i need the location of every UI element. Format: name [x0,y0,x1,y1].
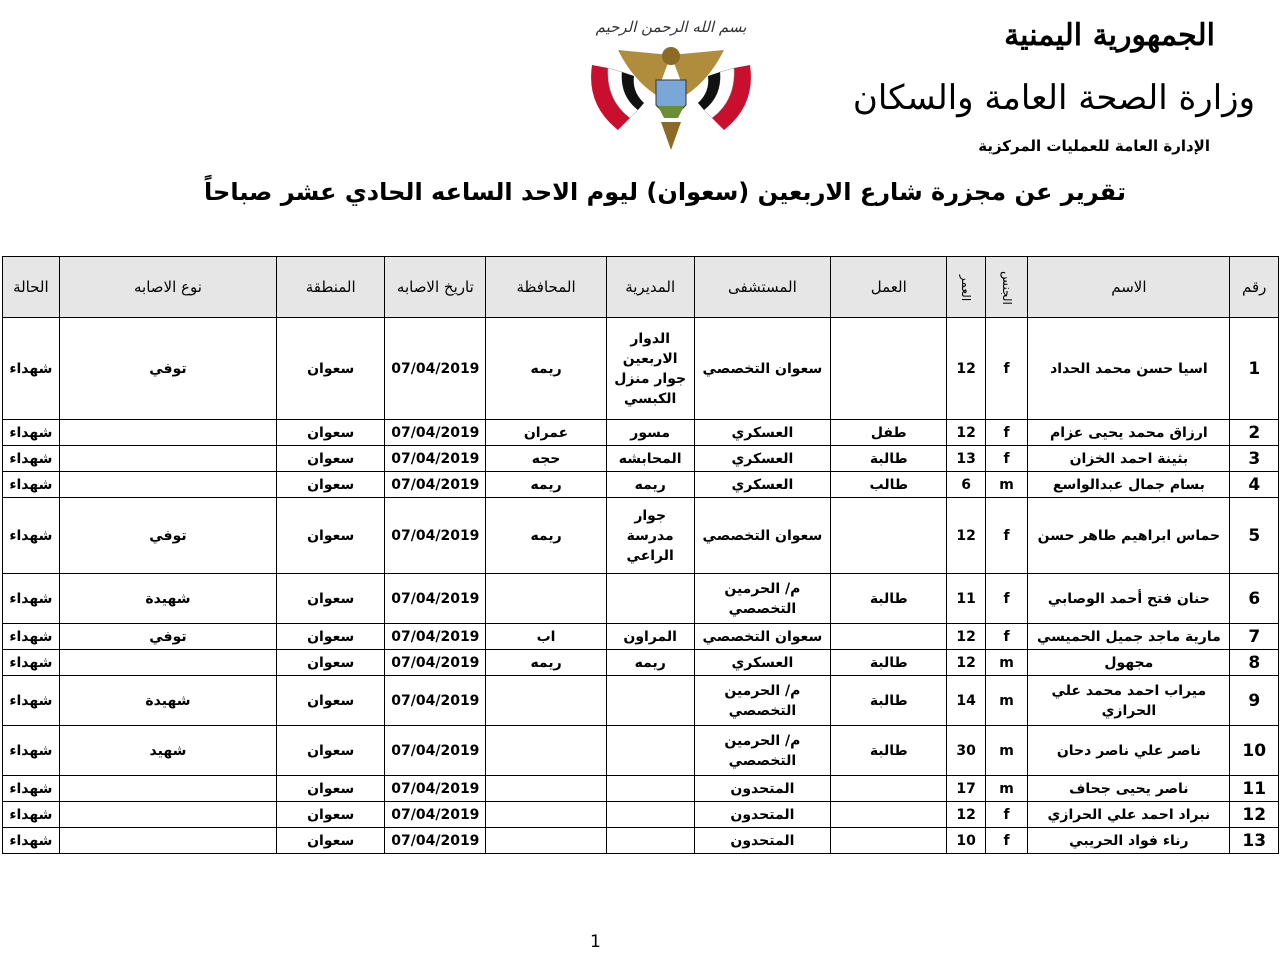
cell-area: سعوان [277,828,385,854]
table-row [3,802,1279,828]
col-header: تاريخ الاصابه [385,257,486,318]
cell-name: ناصر علي ناصر دحان [1028,726,1230,776]
col-header: العمل [831,257,947,318]
cell-occupation [831,776,947,802]
cell-hospital: العسكري [694,446,830,472]
table-row [3,498,1279,574]
cell-name: مجهول [1028,650,1230,676]
col-header: المنطقة [277,257,385,318]
cell-governorate: عمران [486,420,606,446]
cell-area: سعوان [277,446,385,472]
cell-number: 2 [1230,420,1279,446]
cell-district: الدوار الاربعين جوار منزل الكبسي [606,318,694,420]
cell-age: 10 [947,828,985,854]
cell-governorate [486,676,606,726]
cell-governorate: ريمه [486,472,606,498]
cell-district: مسور [606,420,694,446]
table-row [3,318,1279,420]
col-header: المديرية [606,257,694,318]
cell-injury-type [59,802,276,828]
cell-district [606,802,694,828]
casualties-table [2,256,1279,854]
cell-number: 5 [1230,498,1279,574]
cell-area: سعوان [277,624,385,650]
cell-governorate [486,726,606,776]
cell-injury-date: 07/04/2019 [385,776,486,802]
cell-governorate: اب [486,624,606,650]
cell-name: نبراد احمد علي الحرازي [1028,802,1230,828]
col-header: الحالة [3,257,60,318]
cell-injury-date: 07/04/2019 [385,574,486,624]
cell-injury-date: 07/04/2019 [385,446,486,472]
cell-age: 12 [947,498,985,574]
cell-injury-date: 07/04/2019 [385,676,486,726]
cell-occupation: طفل [831,420,947,446]
government-name: الجمهورية اليمنية [1004,18,1215,53]
cell-gender: f [985,318,1027,420]
table-row [3,472,1279,498]
cell-age: 11 [947,574,985,624]
cell-injury-date: 07/04/2019 [385,472,486,498]
table-row [3,776,1279,802]
cell-area: سعوان [277,420,385,446]
cell-status: شهداء [3,676,60,726]
cell-gender: m [985,650,1027,676]
cell-district: ريمه [606,650,694,676]
cell-district: جوار مدرسة الراعي [606,498,694,574]
cell-name: رناء فواد الحريبي [1028,828,1230,854]
cell-district: المراون [606,624,694,650]
table-row [3,446,1279,472]
cell-hospital: م/ الحرمين التخصصي [694,574,830,624]
cell-injury-date: 07/04/2019 [385,828,486,854]
table-row [3,624,1279,650]
cell-status: شهداء [3,446,60,472]
cell-occupation: طالب [831,472,947,498]
cell-injury-date: 07/04/2019 [385,624,486,650]
cell-injury-date: 07/04/2019 [385,802,486,828]
department-name: الإدارة العامة للعمليات المركزية [978,137,1210,155]
cell-injury-type [59,420,276,446]
cell-number: 10 [1230,726,1279,776]
cell-injury-type: شهيدة [59,676,276,726]
cell-district: المحابشه [606,446,694,472]
cell-area: سعوان [277,498,385,574]
col-header: العمر [947,257,985,318]
cell-number: 1 [1230,318,1279,420]
cell-occupation: طالبة [831,650,947,676]
cell-number: 9 [1230,676,1279,726]
cell-area: سعوان [277,776,385,802]
cell-name: حنان فتح أحمد الوصابي [1028,574,1230,624]
cell-hospital: المتحدون [694,828,830,854]
yemen-eagle-emblem-icon [578,10,764,160]
cell-hospital: م/ الحرمين التخصصي [694,726,830,776]
cell-status: شهداء [3,624,60,650]
cell-district [606,574,694,624]
cell-occupation [831,828,947,854]
cell-status: شهداء [3,802,60,828]
table-row [3,828,1279,854]
cell-injury-type [59,776,276,802]
cell-governorate: حجه [486,446,606,472]
cell-occupation: طالبة [831,676,947,726]
cell-gender: f [985,574,1027,624]
cell-number: 3 [1230,446,1279,472]
cell-name: بثينة احمد الخزان [1028,446,1230,472]
cell-hospital: م/ الحرمين التخصصي [694,676,830,726]
cell-age: 30 [947,726,985,776]
cell-age: 12 [947,802,985,828]
cell-age: 12 [947,420,985,446]
table-row [3,726,1279,776]
cell-district [606,828,694,854]
cell-status: شهداء [3,318,60,420]
cell-governorate [486,574,606,624]
cell-injury-date: 07/04/2019 [385,498,486,574]
cell-hospital: العسكري [694,472,830,498]
cell-status: شهداء [3,828,60,854]
cell-injury-date: 07/04/2019 [385,650,486,676]
table-header-row [3,257,1279,318]
cell-number: 8 [1230,650,1279,676]
cell-occupation [831,498,947,574]
cell-number: 13 [1230,828,1279,854]
cell-district [606,676,694,726]
cell-injury-type [59,472,276,498]
cell-injury-type: توفي [59,318,276,420]
cell-governorate: ريمه [486,318,606,420]
cell-occupation: طالبة [831,726,947,776]
cell-injury-type: توفي [59,624,276,650]
cell-occupation [831,802,947,828]
table-row [3,650,1279,676]
cell-injury-date: 07/04/2019 [385,726,486,776]
cell-name: مارية ماجد جميل الحميسي [1028,624,1230,650]
emblem-basmala: بسم الله الرحمن الرحيم [595,18,747,36]
cell-gender: f [985,446,1027,472]
col-header: المستشفى [694,257,830,318]
cell-governorate [486,776,606,802]
cell-age: 14 [947,676,985,726]
cell-area: سعوان [277,650,385,676]
table-row [3,420,1279,446]
cell-age: 12 [947,318,985,420]
cell-name: حماس ابراهيم طاهر حسن [1028,498,1230,574]
cell-occupation [831,318,947,420]
cell-governorate: ريمه [486,498,606,574]
cell-hospital: سعوان التخصصي [694,498,830,574]
cell-hospital: المتحدون [694,776,830,802]
cell-number: 12 [1230,802,1279,828]
cell-governorate: ريمه [486,650,606,676]
col-header: الجنس [985,257,1027,318]
cell-area: سعوان [277,676,385,726]
cell-name: ارزاق محمد يحيى عزام [1028,420,1230,446]
cell-name: اسيا حسن محمد الحداد [1028,318,1230,420]
cell-hospital: المتحدون [694,802,830,828]
cell-gender: f [985,420,1027,446]
cell-gender: m [985,726,1027,776]
cell-injury-date: 07/04/2019 [385,318,486,420]
cell-hospital: سعوان التخصصي [694,624,830,650]
cell-gender: f [985,498,1027,574]
cell-injury-type [59,650,276,676]
cell-occupation: طالبة [831,574,947,624]
col-header: المحافظة [486,257,606,318]
cell-status: شهداء [3,574,60,624]
cell-injury-type [59,828,276,854]
cell-number: 7 [1230,624,1279,650]
cell-age: 12 [947,650,985,676]
cell-area: سعوان [277,574,385,624]
page-number: 1 [590,932,601,952]
col-header: رقم [1230,257,1279,318]
cell-injury-date: 07/04/2019 [385,420,486,446]
cell-age: 12 [947,624,985,650]
cell-age: 6 [947,472,985,498]
cell-district [606,726,694,776]
table-row [3,574,1279,624]
cell-injury-type [59,446,276,472]
cell-gender: f [985,802,1027,828]
cell-area: سعوان [277,318,385,420]
cell-status: شهداء [3,726,60,776]
cell-age: 17 [947,776,985,802]
cell-status: شهداء [3,498,60,574]
cell-number: 6 [1230,574,1279,624]
cell-status: شهداء [3,472,60,498]
cell-gender: m [985,676,1027,726]
cell-status: شهداء [3,776,60,802]
cell-age: 13 [947,446,985,472]
cell-number: 4 [1230,472,1279,498]
cell-occupation: طالبة [831,446,947,472]
cell-status: شهداء [3,420,60,446]
cell-name: بسام جمال عبدالواسع [1028,472,1230,498]
cell-area: سعوان [277,802,385,828]
cell-gender: f [985,624,1027,650]
cell-district: ريمه [606,472,694,498]
cell-hospital: سعوان التخصصي [694,318,830,420]
cell-governorate [486,802,606,828]
cell-number: 11 [1230,776,1279,802]
col-header: نوع الاصابه [59,257,276,318]
cell-name: ناصر يحيى جحاف [1028,776,1230,802]
cell-district [606,776,694,802]
cell-hospital: العسكري [694,650,830,676]
cell-injury-type: توفي [59,498,276,574]
cell-name: ميراب احمد محمد علي الحرازي [1028,676,1230,726]
report-title: تقرير عن مجزرة شارع الاربعين (سعوان) ليوم الاحد الساعه الحادي عشر صباحاً [204,178,1126,206]
cell-gender: m [985,472,1027,498]
cell-status: شهداء [3,650,60,676]
cell-hospital: العسكري [694,420,830,446]
cell-governorate [486,828,606,854]
cell-area: سعوان [277,726,385,776]
table-row [3,676,1279,726]
cell-injury-type: شهيدة [59,574,276,624]
col-header: الاسم [1028,257,1230,318]
ministry-name: وزارة الصحة العامة والسكان [852,78,1255,118]
cell-area: سعوان [277,472,385,498]
cell-gender: m [985,776,1027,802]
cell-injury-type: شهيد [59,726,276,776]
cell-occupation [831,624,947,650]
cell-gender: f [985,828,1027,854]
